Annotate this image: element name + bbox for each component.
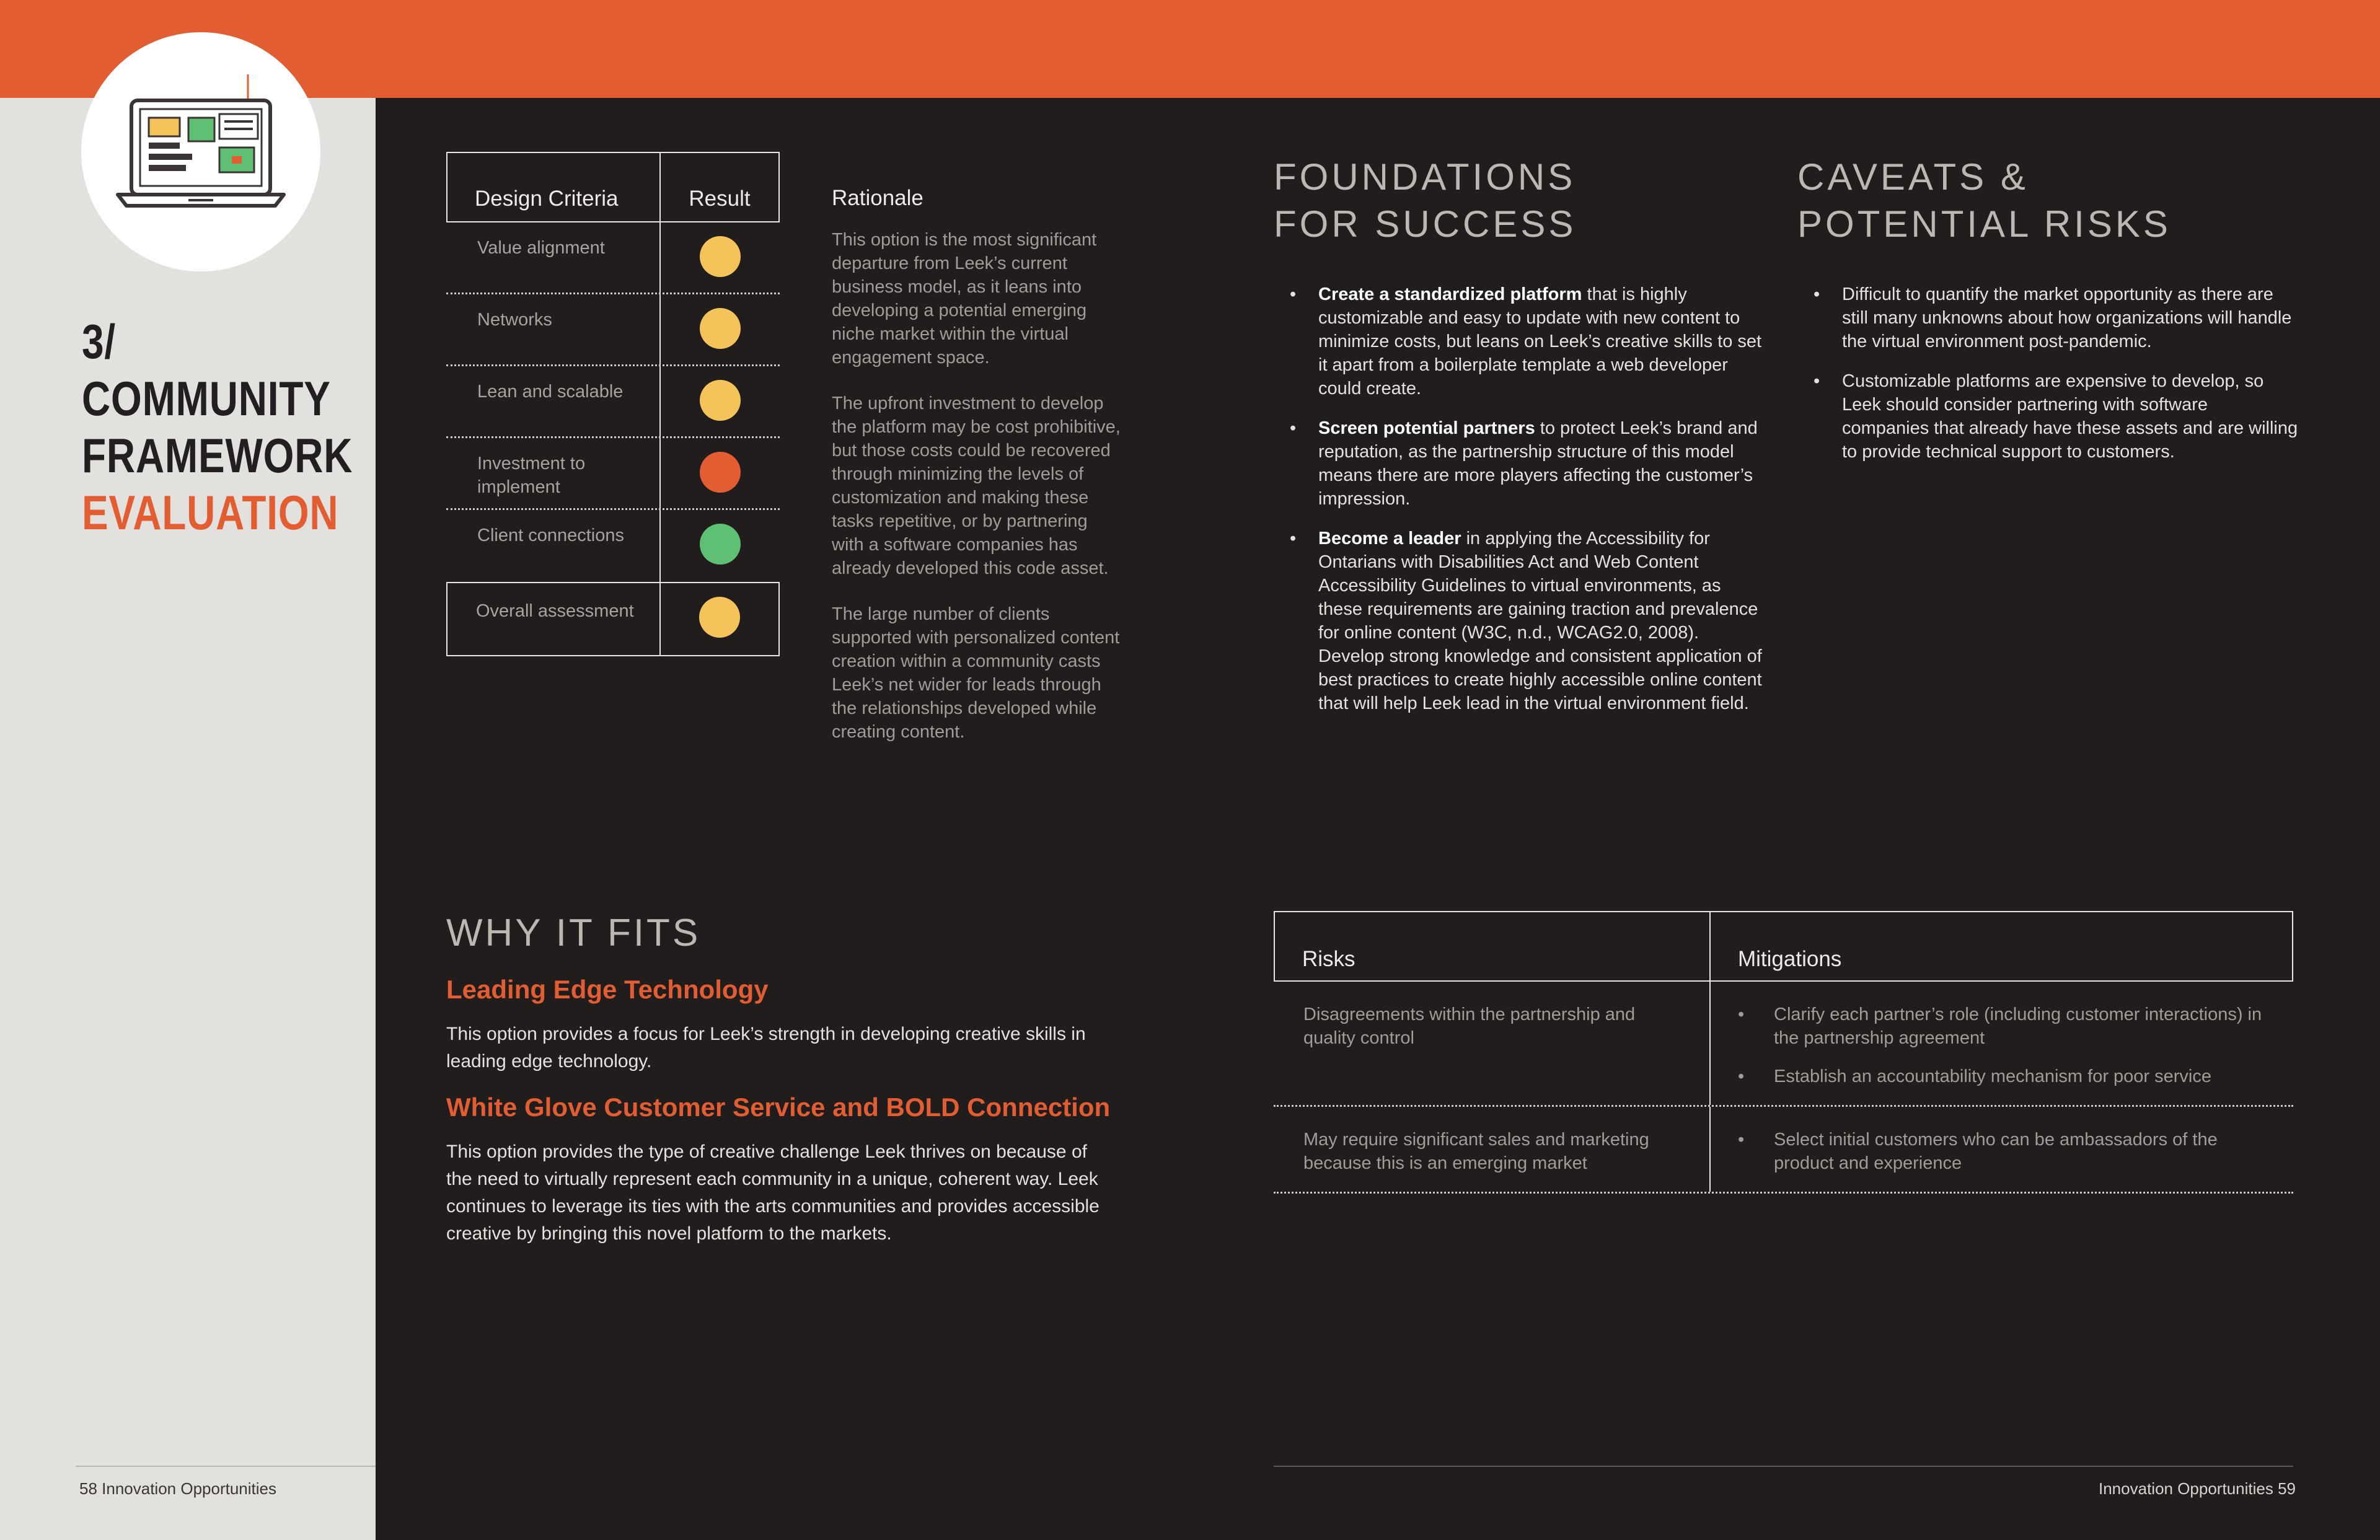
title-line-2: FRAMEWORK: [82, 428, 353, 483]
footer-divider: [76, 1466, 376, 1467]
foundations-list: [1274, 283, 1763, 715]
caveats-list: [1797, 283, 2299, 464]
mitigations-header: Mitigations: [1738, 947, 1842, 971]
section-title: [82, 313, 353, 541]
why-paragraph: This option provides a focus for Leek’s strength in developing creative skills in leading edge technology.: [446, 1024, 1086, 1071]
item-emphasis: Create a standardized platform: [1318, 284, 1582, 304]
item-text: in applying the Accessibility for Ontarians with Disabilities Act and Web Content Accessibility Guidelines to virtual environments, as these requirements are gaining traction and prevalence for online content (W3C, n.d., WCAG2.0, 2008). Develop strong knowledge and consistent application of best practices to create highly accessible online content that will help Leek lead in the virtual environment field.: [1318, 529, 1762, 713]
list-item: [1290, 416, 1763, 511]
rationale-section: [832, 186, 1123, 766]
item-emphasis: Become a leader: [1318, 529, 1461, 548]
rationale-heading: Rationale: [832, 186, 923, 210]
criteria-table-header: [446, 152, 780, 222]
top-banner: [0, 0, 2380, 98]
criteria-row: [446, 294, 780, 366]
list-item: [1290, 527, 1763, 715]
result-dot-red: [700, 452, 741, 493]
criteria-label: Investment to implement: [446, 438, 661, 508]
criteria-label: Value alignment: [446, 222, 661, 293]
risks-table: [1274, 911, 2293, 1194]
overall-assessment-row: [446, 582, 780, 656]
caveats-heading: [1797, 154, 2299, 248]
caveats-heading-line-2: POTENTIAL RISKS: [1797, 203, 2171, 245]
list-item: • Difficult to quantify the market opportunity as there are still many unknowns about how organizations will handle the virtual environment post-pandemic.: [1814, 283, 2299, 353]
item-text: that is highly customizable and easy to update with new content to minimize costs, but leans on Leek’s creative skills to set it apart from a boilerplate template a web developer could create.: [1318, 284, 1762, 398]
foundations-heading-line-2: FOR SUCCESS: [1274, 203, 1577, 245]
rationale-paragraph: The large number of clients supported with personalized content creation within a community casts Leek’s net wider for leads through the relationships developed while creating content.: [832, 604, 1120, 742]
criteria-row: [446, 222, 780, 294]
why-paragraph: This option provides the type of creative challenge Leek thrives on because of the need to virtually represent each community in a unique, coherent way. Leek continues to leverage its ties with the arts communities and provides accessible creative by bringing this novel platform to the markets.: [446, 1142, 1100, 1244]
item-text: to protect Leek’s brand and reputation, as the partnership structure of this model means there are more players affecting the customer’s impression.: [1318, 418, 1758, 509]
risks-header: Risks: [1275, 912, 1711, 980]
criteria-label: Client connections: [446, 510, 661, 582]
why-it-fits-section: [446, 911, 1116, 1265]
mitigation-cell: [1711, 982, 2293, 1105]
table-row: [1274, 1107, 2293, 1194]
page-number-right: Innovation Opportunities 59: [2099, 1479, 2296, 1498]
rationale-paragraph: This option is the most significant departure from Leek’s current business model, as it leans into developing a potential emerging niche market within the virtual engagement space.: [832, 230, 1097, 367]
item-emphasis: Screen potential partners: [1318, 418, 1535, 438]
laptop-icon: [81, 32, 320, 271]
risk-cell: May require significant sales and marketing because this is an emerging market: [1274, 1107, 1711, 1192]
mitigation-item: • Establish an accountability mechanism for poor service: [1738, 1065, 2268, 1088]
criteria-label: Networks: [446, 294, 661, 364]
foundations-heading: [1274, 154, 1763, 248]
criteria-row: [446, 438, 780, 510]
result-dot-yellow: [700, 380, 741, 421]
mitigation-item: • Select initial customers who can be ambassadors of the product and experience: [1738, 1128, 2268, 1175]
caveats-heading-line-1: CAVEATS &: [1797, 156, 2029, 198]
criteria-table: [446, 152, 780, 656]
result-header: Result: [689, 187, 751, 211]
risk-cell: Disagreements within the partnership and quality control: [1274, 982, 1711, 1105]
section-number: 3/: [82, 314, 116, 369]
foundations-heading-line-1: FOUNDATIONS: [1274, 156, 1576, 198]
list-item: [1290, 283, 1763, 400]
mitigation-cell: [1711, 1107, 2293, 1192]
table-row: [1274, 982, 2293, 1107]
result-dot-yellow: [700, 308, 741, 349]
why-heading: WHY IT FITS: [446, 912, 701, 954]
foundations-section: [1274, 154, 1763, 731]
mitigation-item: • Clarify each partner’s role (including customer interactions) in the partnership agreement: [1738, 1003, 2268, 1050]
title-line-1: COMMUNITY: [82, 371, 331, 426]
rationale-paragraph: The upfront investment to develop the platform may be cost prohibitive, but those costs could be recovered through minimizing the levels of customization and making these tasks repetitive, or by partnering with a software companies has already developed this code asset.: [832, 394, 1121, 578]
page-number-left: 58 Innovation Opportunities: [79, 1479, 276, 1498]
risks-table-header: [1274, 911, 2293, 982]
result-dot-green: [700, 524, 741, 565]
criteria-row: [446, 366, 780, 438]
why-subheading: White Glove Customer Service and BOLD Connection: [446, 1093, 1111, 1122]
criteria-label: Overall assessment: [447, 583, 661, 655]
result-dot-yellow: [699, 597, 740, 638]
criteria-label: Lean and scalable: [446, 366, 661, 436]
result-dot-yellow: [700, 236, 741, 277]
caveats-section: [1797, 154, 2299, 480]
why-subheading: Leading Edge Technology: [446, 975, 769, 1004]
criteria-header: Design Criteria: [447, 153, 661, 221]
title-line-3: EVALUATION: [82, 485, 339, 540]
footer-divider: [1274, 1466, 2293, 1467]
criteria-row: [446, 510, 780, 582]
list-item: • Customizable platforms are expensive to develop, so Leek should consider partnering with software companies that already have these assets and are willing to provide technical support to customers.: [1814, 369, 2299, 464]
